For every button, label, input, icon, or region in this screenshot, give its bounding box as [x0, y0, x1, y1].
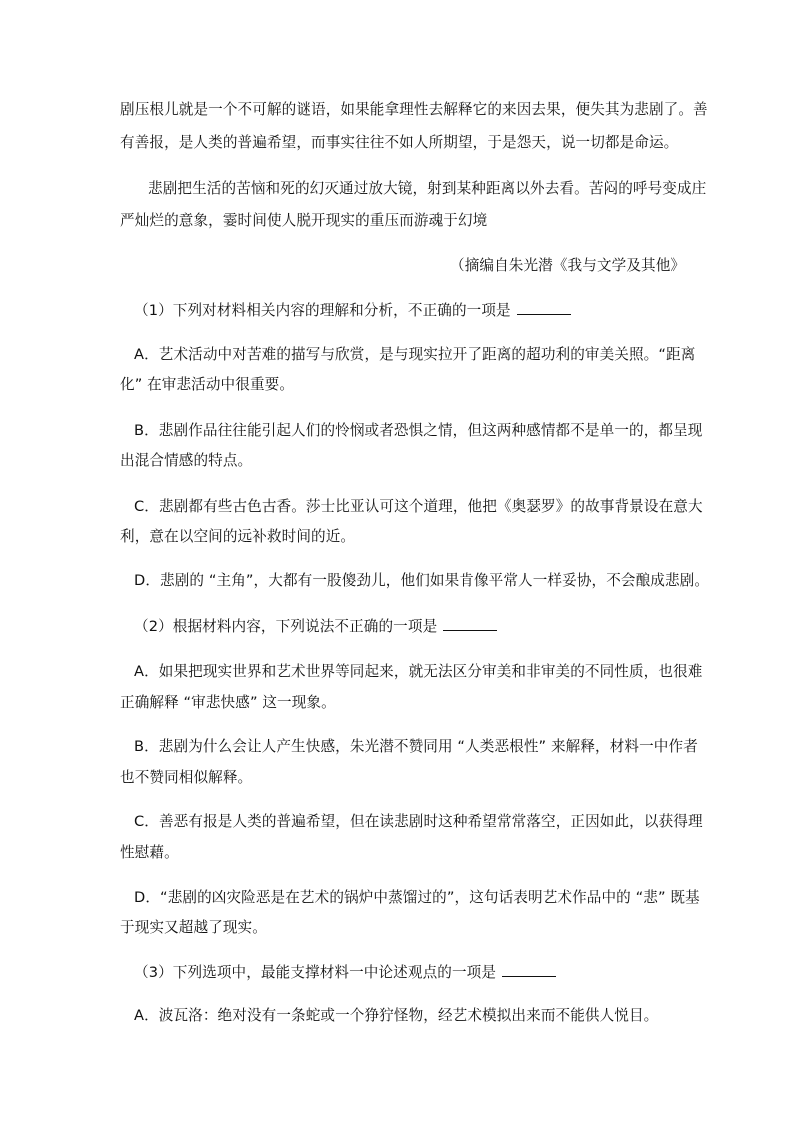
- answer-blank: [502, 962, 556, 977]
- option-c-cont: 利，意在以空间的远补救时间的近。: [120, 528, 356, 545]
- question-stem: [134, 300, 571, 321]
- question-stem-text: （2）根据材料内容，下列说法不正确的一项是: [134, 618, 438, 635]
- source-attribution: （摘编自朱光潜《我与文学及其他》: [450, 257, 686, 274]
- passage-line: 剧压根儿就是一个不可解的谜语，如果能拿理性去解释它的来因去果，便失其为悲剧了。善: [120, 101, 708, 118]
- answer-blank: [443, 616, 497, 631]
- option-c-cont: 性慰藉。: [120, 844, 179, 861]
- passage-line: 有善报，是人类的普遍希望，而事实往往不如人所期望，于是怨天，说一切都是命运。: [120, 134, 679, 151]
- question-stem-text: （1）下列对材料相关内容的理解和分析，不正确的一项是: [134, 302, 511, 319]
- option-c: C．悲剧都有些古色古香。莎士比亚认可这个道理，他把《奥瑟罗》的故事背景设在意大: [134, 498, 703, 515]
- passage-line: 悲剧把生活的苦恼和死的幻灭通过放大镜，射到某种距离以外去看。苦闷的呼号变成庄: [148, 180, 707, 197]
- option-a: A．波瓦洛：绝对没有一条蛇或一个狰狞怪物，经艺术模拟出来而不能供人悦目。: [134, 1007, 659, 1024]
- option-a-cont: 化” 在审悲活动中很重要。: [120, 376, 295, 393]
- option-b-cont: 也不赞同相似解释。: [120, 769, 253, 786]
- option-c: C．善恶有报是人类的普遍希望，但在读悲剧时这种希望常常落空，正因如此，以获得理: [134, 813, 703, 830]
- option-d: D．悲剧的 “主角”，大都有一股傻劲儿，他们如果肯像平常人一样妥协，不会酿成悲剧。: [134, 572, 710, 589]
- option-d: D．“悲剧的凶灾险恶是在艺术的锅炉中蒸馏过的”，这句话表明艺术作品中的 “悲” 既基: [134, 889, 700, 906]
- question-stem-text: （3）下列选项中，最能支撑材料一中论述观点的一项是: [134, 964, 497, 981]
- option-b: B．悲剧作品往往能引起人们的怜悯或者恐惧之情，但这两种感情都不是单一的，都呈现: [134, 422, 703, 439]
- option-a: A．如果把现实世界和艺术世界等同起来，就无法区分审美和非审美的不同性质，也很难: [134, 663, 703, 680]
- option-b-cont: 出混合情感的特点。: [120, 452, 253, 469]
- option-b: B．悲剧为什么会让人产生快感，朱光潜不赞同用 “人类恶根性” 来解释，材料一中作者: [134, 738, 698, 755]
- option-a-cont: 正确解释 “审悲快感” 这一现象。: [120, 694, 336, 711]
- passage-line: 严灿烂的意象，霎时间使人脱开现实的重压而游魂于幻境: [120, 212, 488, 229]
- question-stem: [134, 962, 556, 983]
- question-stem: [134, 616, 497, 637]
- option-d-cont: 于现实又超越了现实。: [120, 919, 267, 936]
- answer-blank: [517, 300, 571, 315]
- option-a: A．艺术活动中对苦难的描写与欣赏，是与现实拉开了距离的超功利的审美关照。“距离: [134, 346, 696, 363]
